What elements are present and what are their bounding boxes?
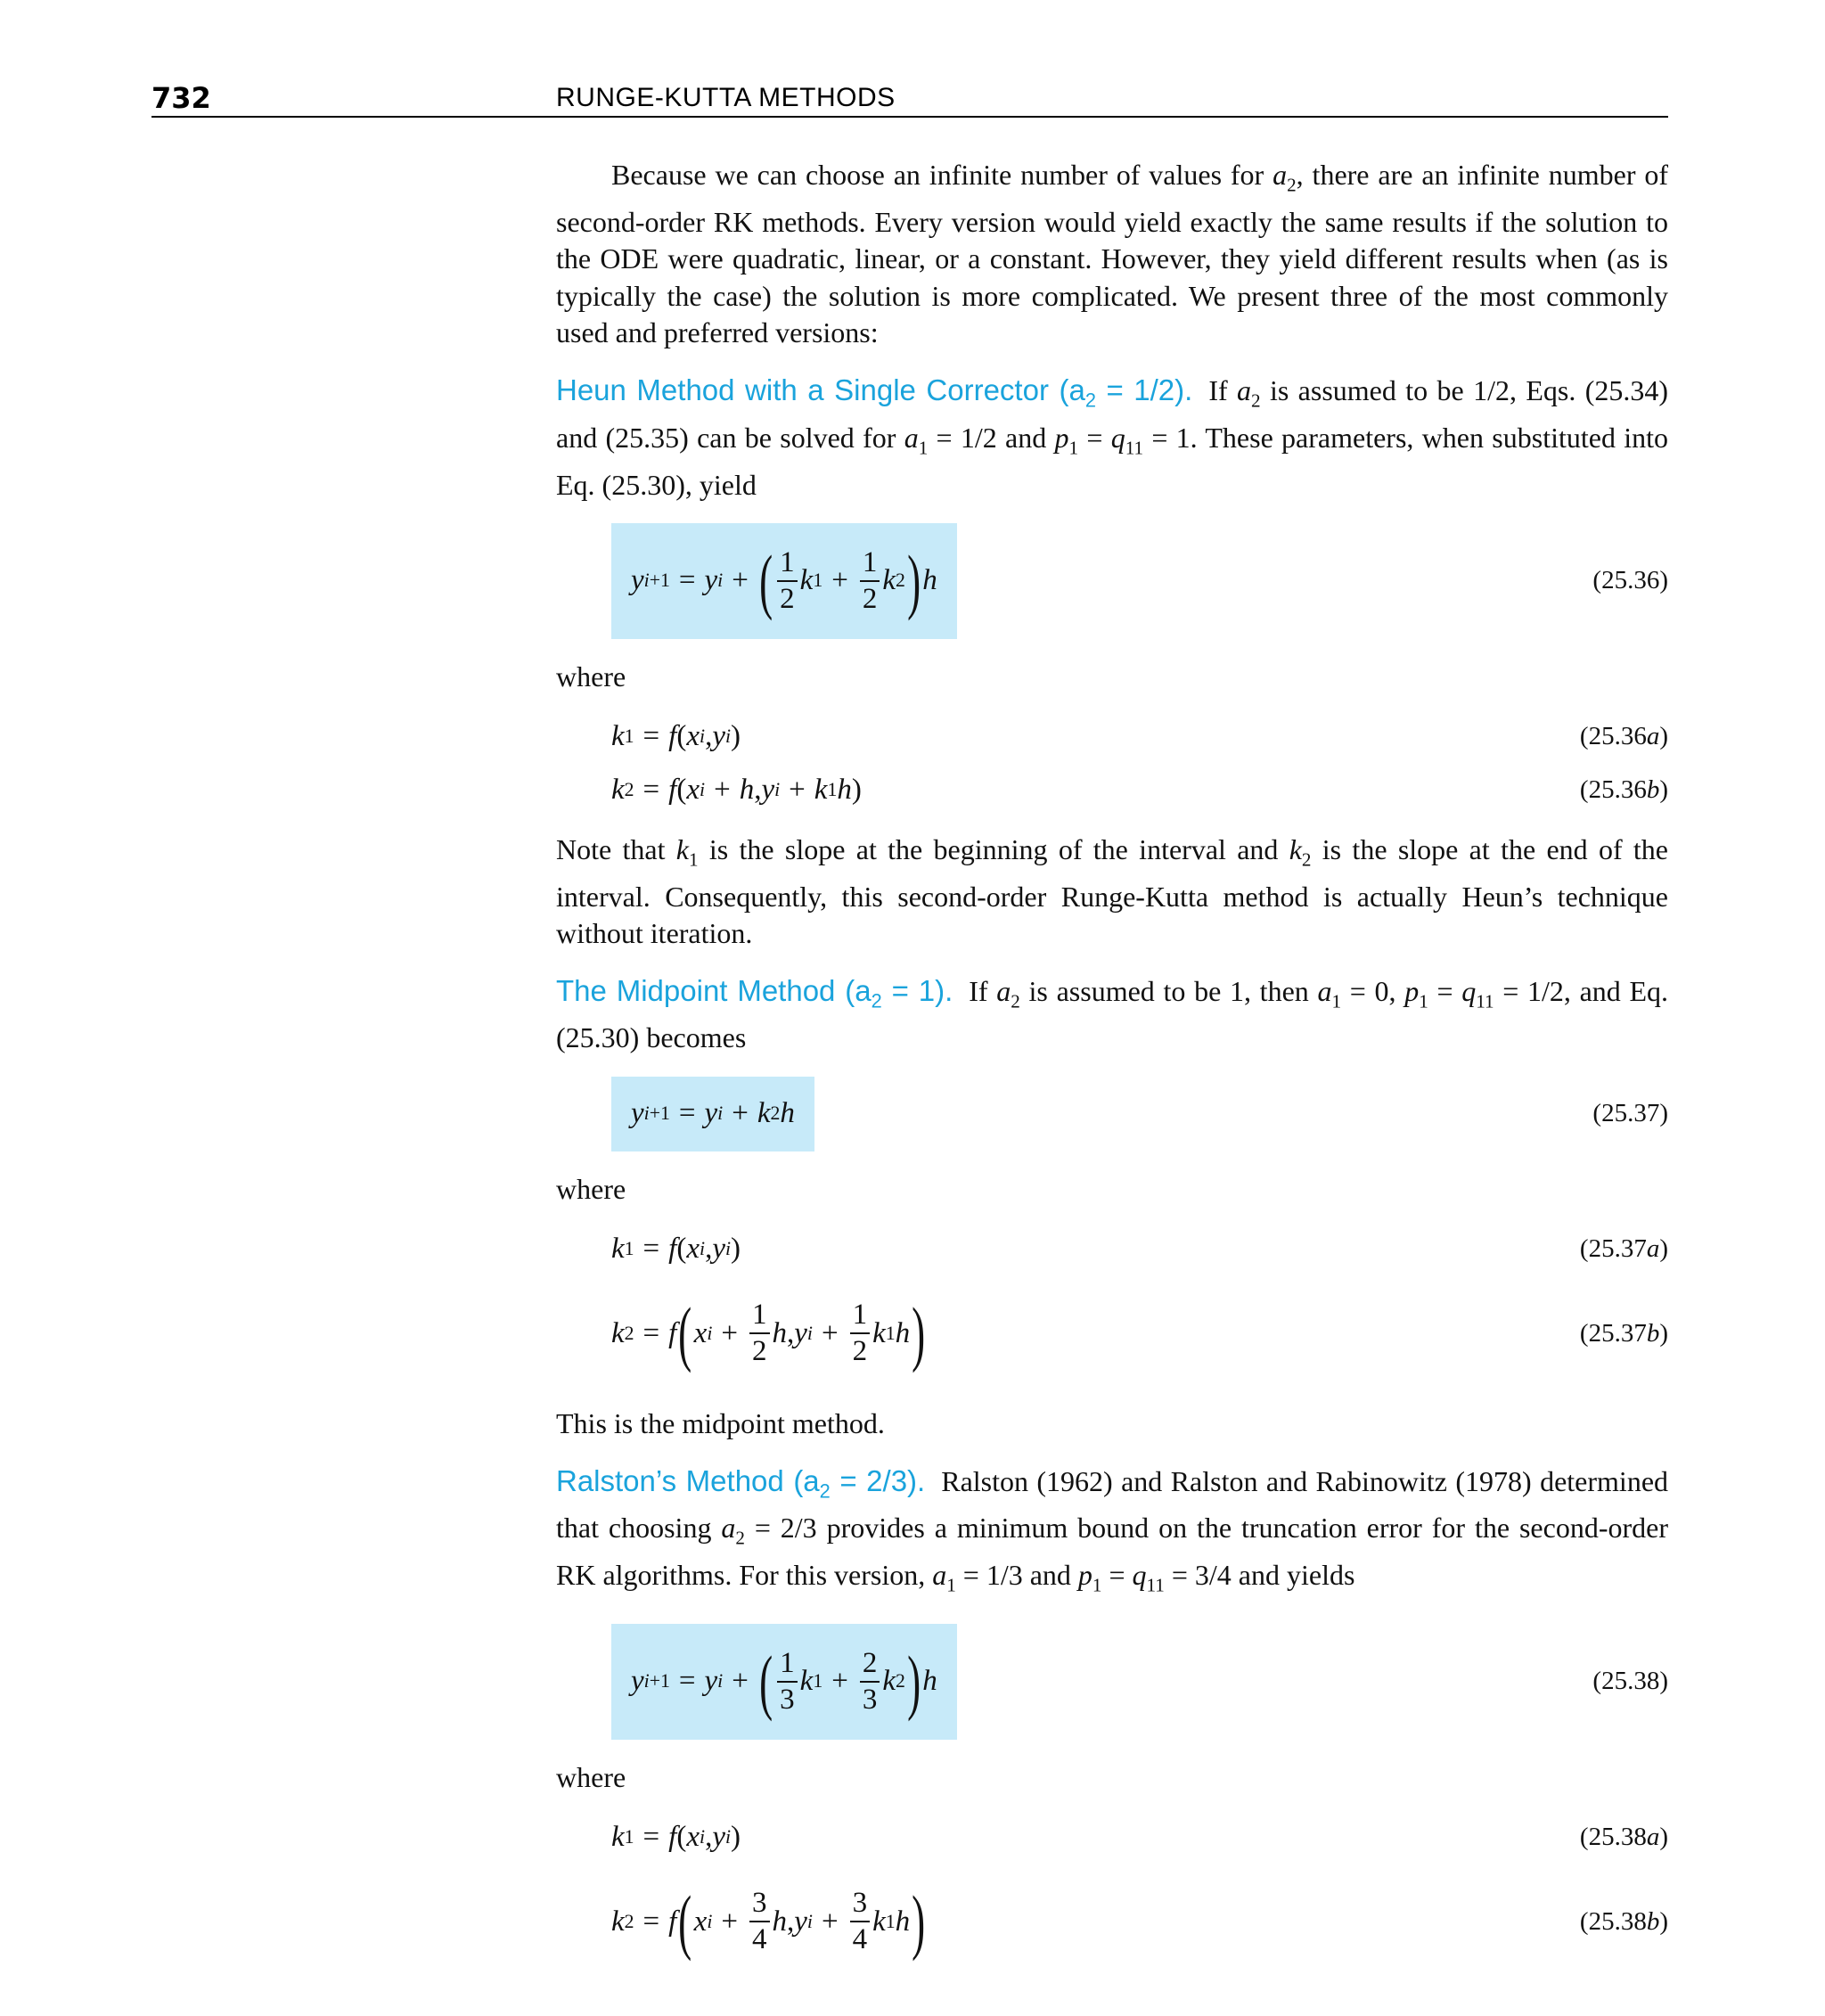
where-label: where <box>556 660 626 693</box>
where-label: where <box>556 1172 626 1205</box>
ralston-paragraph: Ralston’s Method $(a_2 = 2/3)$. Ralston (1962) and Ralston and Rabinowitz (1978) determined that choosing $a_2 = 2/3$ provides a minimum bound on the truncation error for the second-order RK algorithms. For this version, $a_1 = 1/3$ and $p_1 = q_{11} = 3/4$ and yields <box>556 1463 1669 1596</box>
midpoint-note: This is the midpoint method. <box>556 1407 885 1440</box>
equation-25-36 <box>556 523 1668 639</box>
highlighted-equation-box: y i +1 = y i + ( $\frac{1}{2}$ k 1 + $\frac{1}{2}$ k 2 ) h <box>611 523 957 639</box>
equation-25-37 <box>556 1077 1668 1151</box>
equation-number: (25.36) <box>1592 566 1668 595</box>
equation-25-38b: k 2 = f ( x i + $\frac{3}{4}$ h , y i + $\frac{3}{4}$ k 1 h ) (25.38 b ) <box>556 1864 1668 1979</box>
equation-25-38a: k 1 = f ( x i , y i ) (25.38 a ) <box>556 1810 1668 1864</box>
page-header <box>151 80 1668 118</box>
running-head: RUNGE-KUTTA METHODS <box>556 83 896 112</box>
highlighted-equation-box: y i +1 = y i + k 2 h <box>611 1077 814 1151</box>
equation-number: (25.37 b ) <box>1579 1318 1668 1348</box>
midpoint-heading: The Midpoint Method $(a_2 = 1)$. <box>556 973 953 1012</box>
intro-paragraph: Because we can choose an infinite number of values for $a_2$, there are an infinite number of second-order RK methods. Every version would yield exactly the same results if the solution to the ODE were quadratic, linear, or a constant. However, they yield different results when (as is typically the case) the solution is more complicated. We present three of the most commonly used and preferred versions: <box>556 159 1669 349</box>
highlighted-equation-box: y i +1 = y i + ( $\frac{1}{3}$ k 1 + $\frac{2}{3}$ k 2 ) h <box>611 1624 957 1740</box>
equation-number: (25.38 b ) <box>1579 1906 1668 1936</box>
equation-number: (25.37 a ) <box>1579 1233 1668 1263</box>
heun-paragraph: Heun Method with a Single Corrector $(a_2 = 1/2)$. If $a_2$ is assumed to be 1/2, Eqs. (25.34) and (25.35) can be solved for $a_1 = 1/2$ and $p_1 = q_{11} = 1$. These parameters, when substituted into Eq. (25.30), yield <box>556 373 1669 501</box>
equation-number: (25.38 a ) <box>1579 1822 1668 1851</box>
equation-25-37a: k 1 = f ( x i , y i ) (25.37 a ) <box>556 1222 1668 1275</box>
midpoint-paragraph: The Midpoint Method $(a_2 = 1)$. If $a_2$ is assumed to be 1, then $a_1 = 0$, $p_1 = q_{11} = 1/2$, and Eq. (25.30) becomes <box>556 973 1669 1054</box>
equation-25-38 <box>556 1624 1668 1740</box>
page-number: 732 <box>151 81 211 115</box>
ralston-heading: Ralston’s Method $(a_2 = 2/3)$. <box>556 1463 926 1503</box>
heun-heading: Heun Method with a Single Corrector $(a_2 = 1/2)$. <box>556 373 1193 412</box>
equation-25-36a: k 1 = f ( x i , y i ) (25.36 a ) <box>556 710 1668 764</box>
heun-note-paragraph: Note that $k_1$ is the slope at the beginning of the interval and $k_2$ is the slope at the end of the interval. Consequently, this second-order Runge-Kutta method is actually Heun’s technique without iteration. <box>556 832 1669 950</box>
equation-number: (25.36 b ) <box>1579 774 1668 804</box>
where-label: where <box>556 1760 626 1793</box>
page-content <box>556 157 1668 1979</box>
equation-25-37b: k 2 = f ( x i + $\frac{1}{2}$ h , y i + $\frac{1}{2}$ k 1 h ) (25.37 b ) <box>556 1275 1668 1391</box>
equation-number: (25.38) <box>1592 1667 1668 1696</box>
equation-25-36b: k 2 = f ( x i + h , y i + k 1 h ) (25.36 b ) <box>556 764 1668 817</box>
equation-number: (25.36 a ) <box>1579 721 1668 750</box>
equation-number: (25.37) <box>1592 1099 1668 1128</box>
